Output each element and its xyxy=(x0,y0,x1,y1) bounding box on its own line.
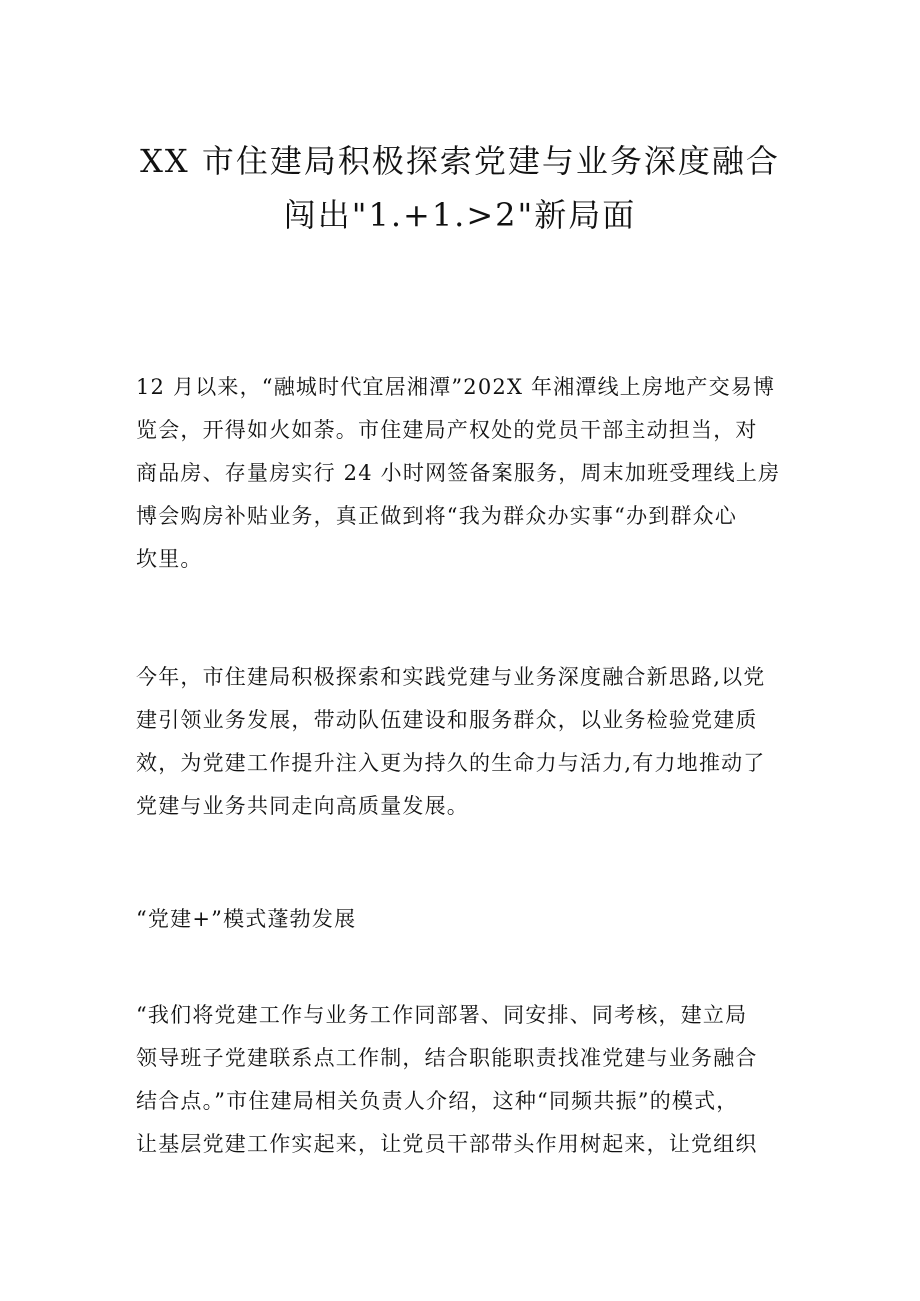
paragraph-line: 览会，开得如火如荼。市住建局产权处的党员干部主动担当，对 xyxy=(136,418,758,442)
paragraph-line: 12 月以来，“融城时代宜居湘潭”202X 年湘潭线上房地产交易博 xyxy=(136,375,776,399)
paragraph-line: “我们将党建工作与业务工作同部署、同安排、同考核，建立局 xyxy=(136,1003,748,1027)
paragraph-line: 建引领业务发展，带动队伍建设和服务群众，以业务检验党建质 xyxy=(136,708,758,732)
paragraph-2 xyxy=(136,656,796,828)
paragraph-line: 今年，市住建局积极探索和实践党建与业务深度融合新思路,以党 xyxy=(136,665,766,689)
paragraph-line: 商品房、存量房实行 24 小时网签备案服务，周末加班受理线上房 xyxy=(136,461,781,485)
document-title-line-1: XX 市住建局积极探索党建与业务深度融合 xyxy=(140,142,780,180)
paragraph-line: 结合点。”市住建局相关负责人介绍，这种“同频共振”的模式， xyxy=(136,1089,739,1113)
document-title-line-2: 闯出"1.+1.>2"新局面 xyxy=(283,196,637,234)
paragraph-line: 效，为党建工作提升注入更为持久的生命力与活力,有力地推动了 xyxy=(136,751,766,775)
section-heading xyxy=(136,898,796,941)
paragraph-1 xyxy=(136,366,796,581)
section-heading-text: “党建+”模式蓬勃发展 xyxy=(136,907,357,931)
paragraph-3 xyxy=(136,994,796,1166)
paragraph-line: 党建与业务共同走向高质量发展。 xyxy=(136,794,469,818)
paragraph-line: 领导班子党建联系点工作制，结合职能职责找准党建与业务融合 xyxy=(136,1046,758,1070)
paragraph-line: 坎里。 xyxy=(136,547,203,571)
paragraph-line: 让基层党建工作实起来，让党员干部带头作用树起来，让党组织 xyxy=(136,1132,758,1156)
paragraph-line: 博会购房补贴业务，真正做到将“我为群众办实事“办到群众心 xyxy=(136,504,738,528)
